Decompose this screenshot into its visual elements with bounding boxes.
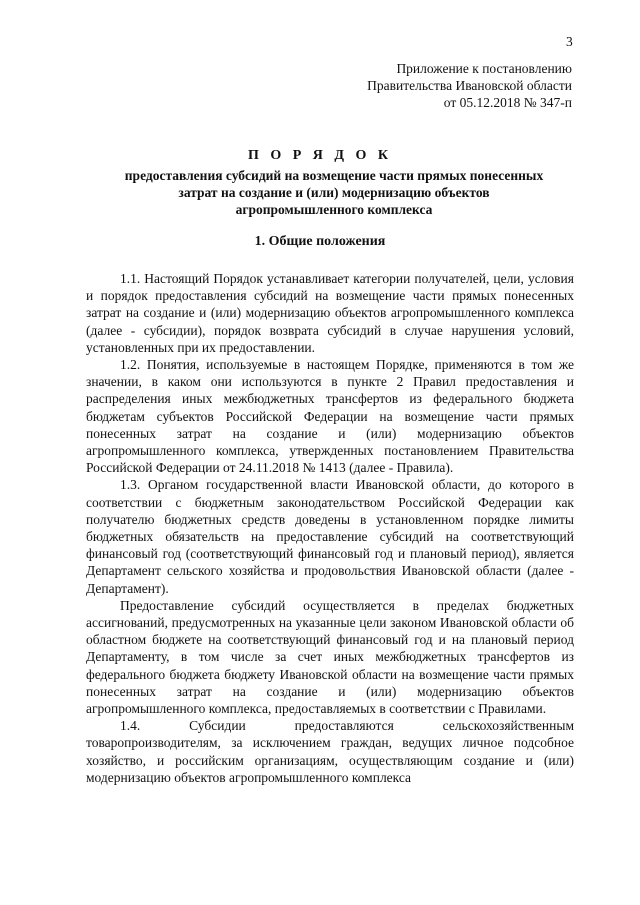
appendix-line: от 05.12.2018 № 347-п (443, 95, 572, 110)
paragraph: Предоставление субсидий осуществляется в пределах бюджетных ассигнований, предусмотренных на указанные цели законом Ивановской области об областном бюджете на соответствующий финансовый год и на плановый период Департаменту, в том числе за счет иных межбюджетных трансфертов из федерального бюджета бюджету Ивановской области на возмещение части прямых понесенных затрат на создание и (или) модернизацию объектов агропромышленного комплекса, предоставляемых в соответствии с Правилами. (86, 597, 574, 717)
paragraph: 1.4. Субсидии предоставляются сельскохозяйственным товаропроизводителям, за исключением граждан, ведущих личное подсобное хозяйство, и российским организациям, осуществляющим создание и (или) модернизацию объектов агропромышленного комплекса (86, 718, 574, 785)
document-subtitle (104, 167, 564, 218)
document-title: П О Р Я Д О К (247, 148, 393, 163)
appendix-line: Приложение к постановлению (396, 61, 572, 76)
appendix-line: Правительства Ивановской области (367, 78, 572, 93)
document-body (86, 270, 574, 786)
paragraph: 1.2. Понятия, используемые в настоящем Порядке, применяются в том же значении, в каком они используются в пункте 2 Правил предоставления и распределения иных межбюджетных трансфертов из федерального бюджета бюджетам субъектов Российской Федерации на возмещение части прямых понесенных затрат на создание и (или) модернизацию объектов агропромышленного комплекса, утвержденных постановлением Правительства Российской Федерации от 24.11.2018 № 1413 (далее - Правила). (86, 357, 574, 476)
appendix-block (367, 60, 572, 111)
subtitle-line: агропромышленного комплекса (235, 202, 433, 217)
section-heading: 1. Общие положения (254, 234, 386, 249)
subtitle-line: предоставления субсидий на возмещение части прямых понесенных (124, 168, 544, 183)
page-number: 3 (566, 34, 573, 49)
paragraph: 1.1. Настоящий Порядок устанавливает категории получателей, цели, условия и порядок предоставления субсидий на возмещение части прямых понесенных затрат на создание и (или) модернизацию объектов агропромышленного комплекса (далее - субсидии), порядок возврата субсидий в случае нарушения условий, установленных при их предоставлении. (86, 271, 574, 355)
paragraph: 1.3. Органом государственной власти Ивановской области, до которого в соответствии с бюджетным законодательством Российской Федерации как получателю бюджетных средств доведены в установленном порядке лимиты бюджетных обязательств на предоставление субсидий на соответствующий финансовый год (соответствующий финансовый год и плановый период), является Департамент сельского хозяйства и продовольствия Ивановской области (далее - Департамент). (86, 477, 574, 596)
subtitle-line: затрат на создание и (или) модернизацию объектов (178, 185, 490, 200)
